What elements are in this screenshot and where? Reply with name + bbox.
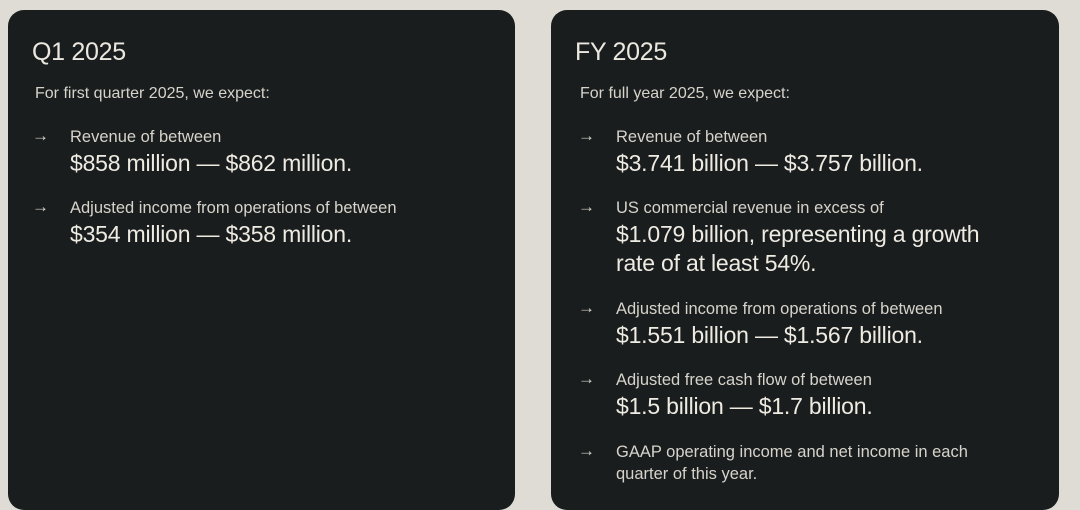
guidance-value: $1.551 billion — $1.567 billion. (616, 322, 923, 348)
guidance-label: Adjusted income from operations of between (616, 300, 943, 318)
card-title: Q1 2025 (32, 38, 126, 66)
guidance-value: $858 million — $862 million. (70, 150, 353, 176)
guidance-label: Revenue of between (70, 128, 222, 146)
guidance-value: $3.741 billion — $3.757 billion. (616, 150, 923, 176)
guidance-item-us-commercial (578, 197, 1019, 278)
card-title: FY 2025 (575, 38, 667, 66)
guidance-item-adjusted-income (32, 197, 495, 249)
guidance-value: $1.079 billion, representing a growth rate of at least 54%. (616, 221, 980, 276)
guidance-value: $1.5 billion — $1.7 billion. (616, 393, 873, 419)
guidance-item-revenue (578, 126, 1039, 178)
arrow-right-icon: → (578, 197, 595, 216)
guidance-label: Adjusted income from operations of between (70, 199, 397, 217)
guidance-item-gaap-income (578, 441, 1019, 485)
arrow-right-icon: → (578, 298, 595, 317)
guidance-label: Revenue of between (616, 128, 768, 146)
q1-guidance-card (8, 10, 515, 510)
arrow-right-icon: → (32, 126, 49, 145)
guidance-item-revenue (32, 126, 495, 178)
card-intro: For first quarter 2025, we expect: (35, 85, 270, 102)
arrow-right-icon: → (32, 197, 49, 216)
guidance-label: Adjusted free cash flow of between (616, 371, 872, 389)
card-intro: For full year 2025, we expect: (580, 85, 790, 102)
guidance-label: US commercial revenue in excess of (616, 199, 884, 217)
guidance-value: $354 million — $358 million. (70, 221, 353, 247)
arrow-right-icon: → (578, 126, 595, 145)
arrow-right-icon: → (578, 441, 595, 460)
guidance-label: GAAP operating income and net income in each quarter of this year. (616, 443, 968, 483)
fy-guidance-card (551, 10, 1059, 510)
arrow-right-icon: → (578, 369, 595, 388)
guidance-item-adjusted-income (578, 298, 1039, 350)
guidance-item-free-cash-flow (578, 369, 1039, 421)
